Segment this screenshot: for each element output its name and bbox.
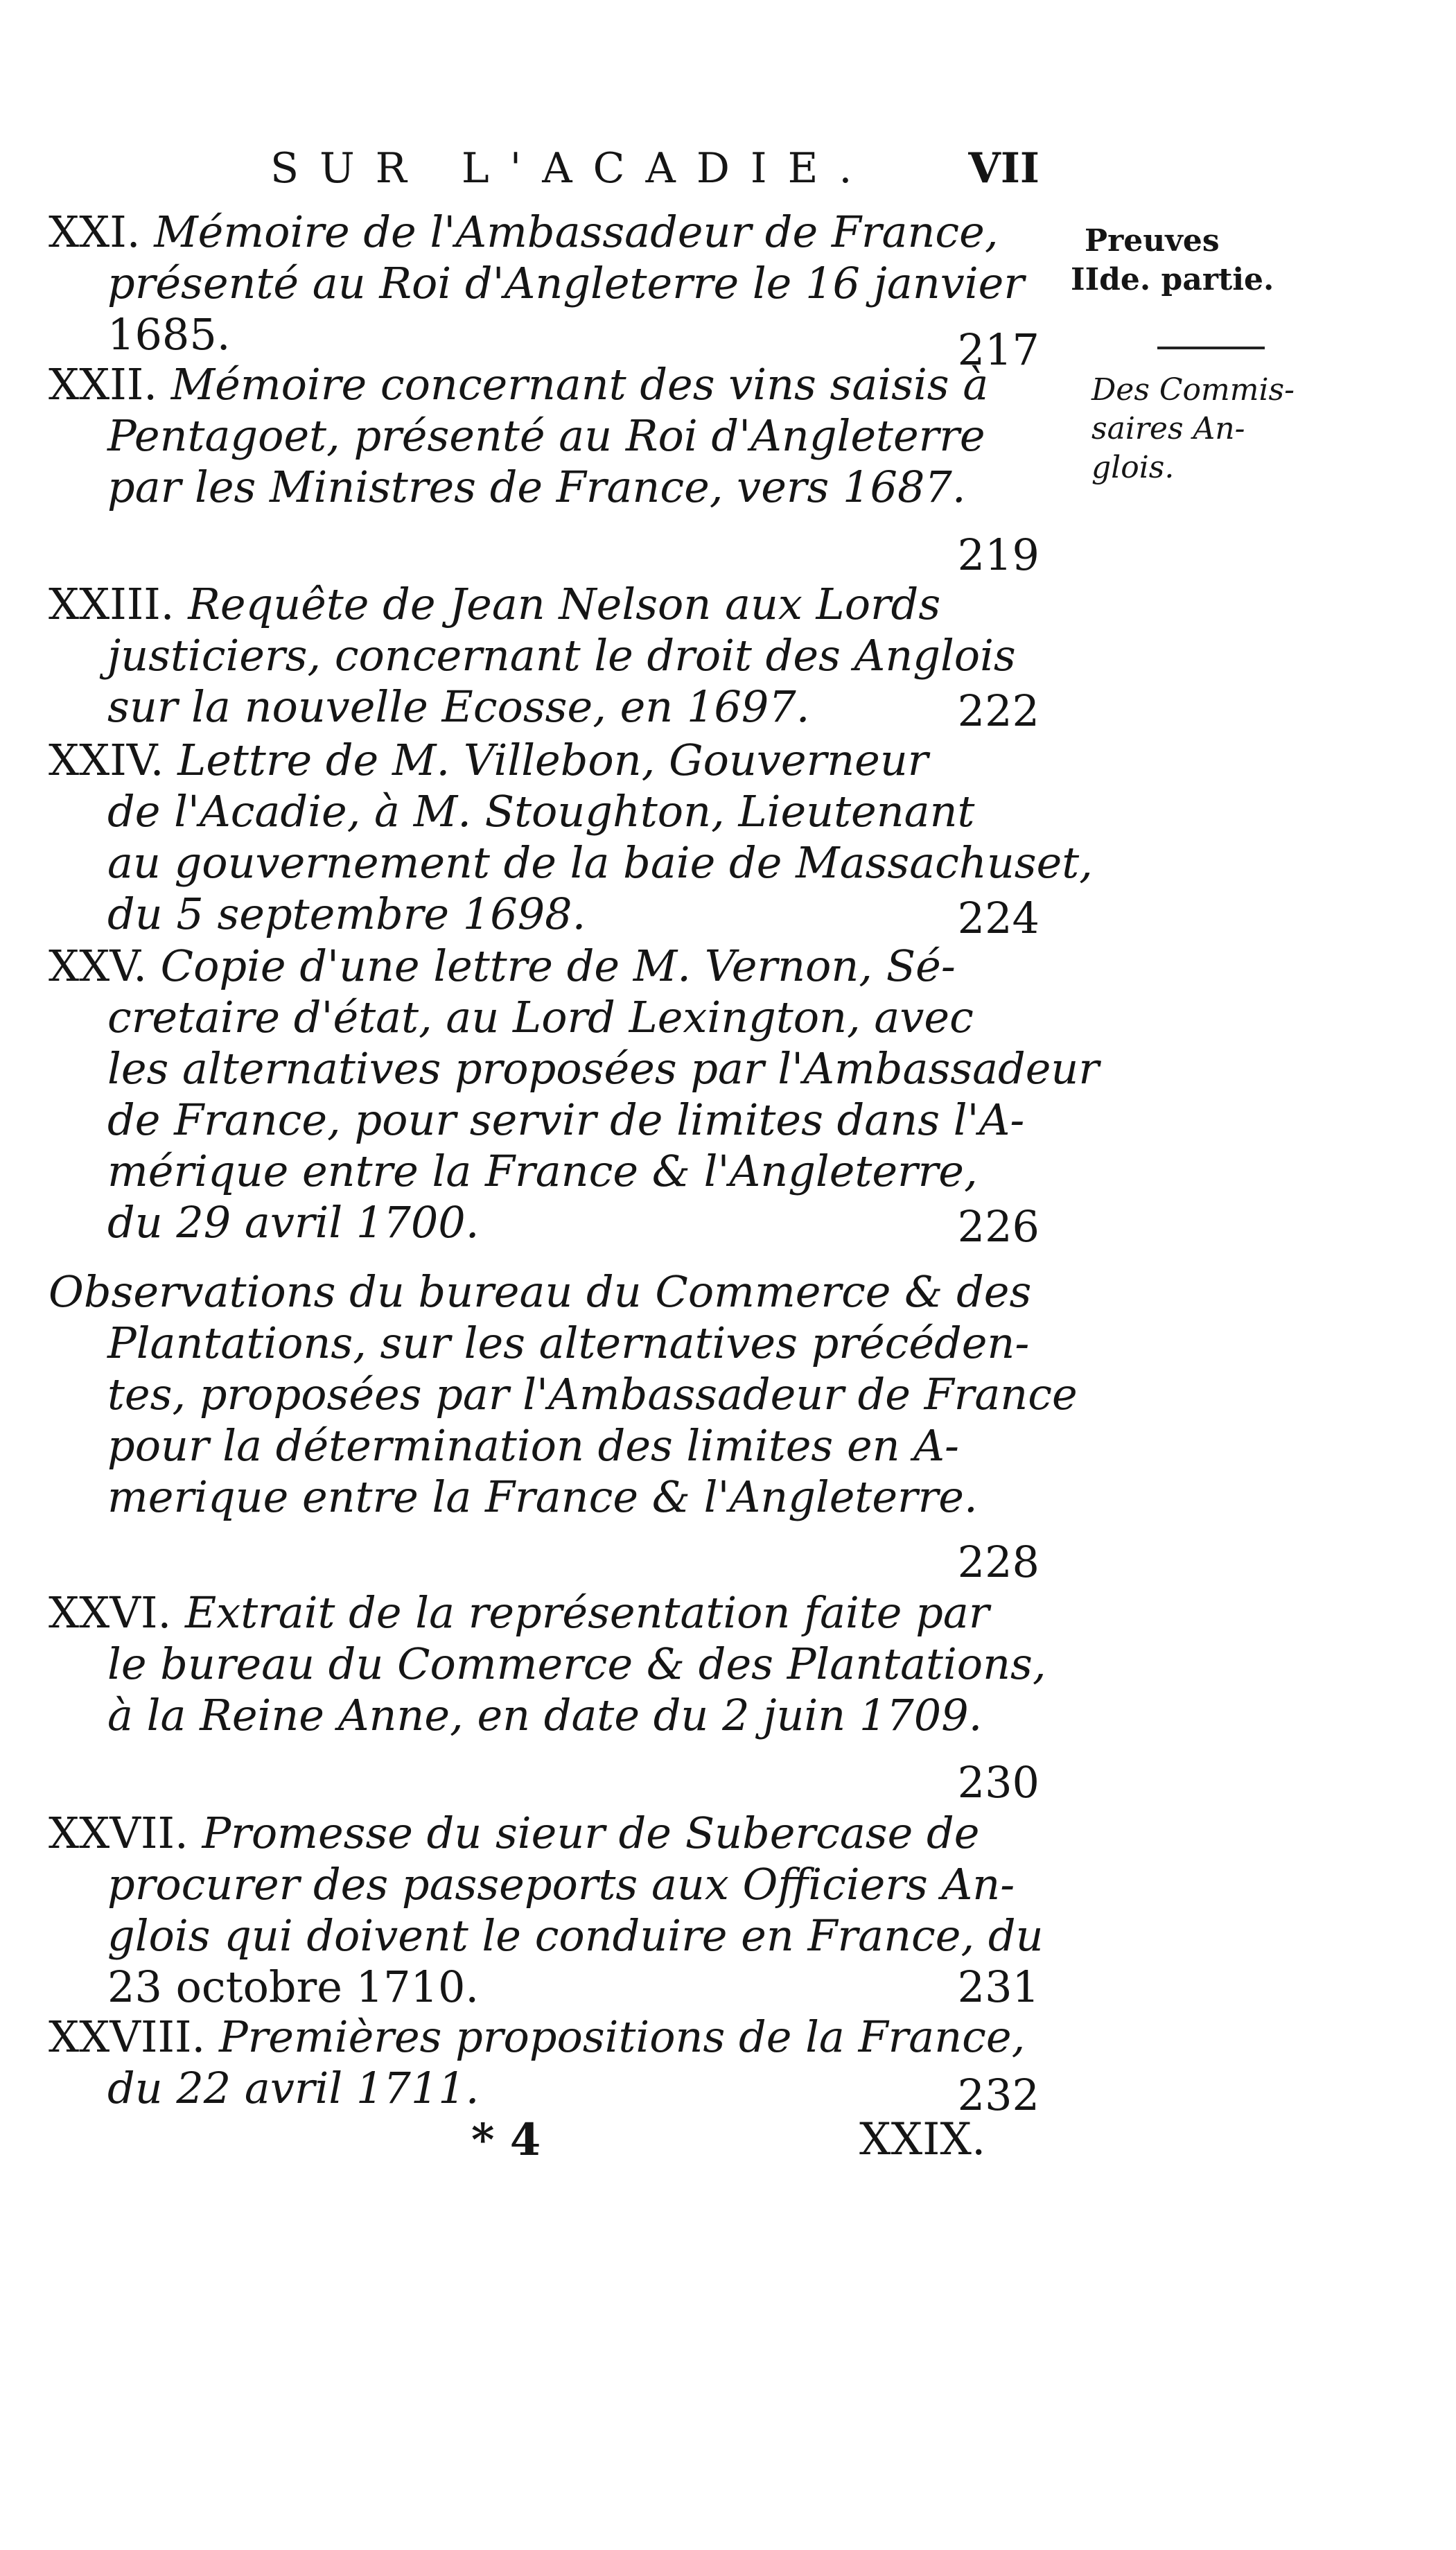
entry-title-line: le bureau du Commerce & des Plantations, bbox=[107, 1639, 1046, 1689]
entry-title-line: Observations du bureau du Commerce & des bbox=[49, 1266, 1032, 1317]
entry-title-line: Lettre de M. Villebon, Gouverneur bbox=[177, 735, 929, 785]
entry-title-line: Promesse du sieur de Subercase de bbox=[202, 1808, 980, 1858]
entry-title-line: pour la détermination des limites en A- bbox=[107, 1420, 960, 1471]
entry-title-line: de l'Acadie, à M. Stoughton, Lieutenant bbox=[107, 786, 975, 837]
margin-note-line: IIde. partie. bbox=[1071, 262, 1274, 297]
entry-title-line: Copie d'une lettre de M. Vernon, Sé- bbox=[160, 941, 956, 991]
entry-title-line: du 5 septembre 1698. bbox=[107, 889, 586, 939]
toc-entry bbox=[49, 2011, 1040, 2122]
entry-title-line: de France, pour servir de limites dans l'A- bbox=[107, 1094, 1025, 1145]
entry-number: XXII. bbox=[49, 359, 157, 410]
entry-title-line: au gouvernement de la baie de Massachuset, bbox=[107, 837, 1093, 888]
entry-title-line: procurer des passeports aux Officiers An- bbox=[107, 1859, 1015, 1910]
toc-entry bbox=[49, 1587, 1046, 1809]
entry-page-number: 222 bbox=[957, 685, 1040, 736]
entry-title-line: 1685. bbox=[107, 309, 231, 360]
entry-page-number: 231 bbox=[957, 1962, 1040, 2012]
catchword: XXIX. bbox=[859, 2114, 986, 2165]
entry-title-line: justiciers, concernant le droit des Anglois bbox=[107, 630, 1016, 681]
toc-entry bbox=[49, 207, 1040, 375]
entry-number: XXVI. bbox=[49, 1587, 172, 1638]
entry-title-line: merique entre la France & l'Angleterre. bbox=[107, 1472, 978, 1522]
entry-title-line: glois qui doivent le conduire en France, du bbox=[107, 1910, 1044, 1961]
running-title: SUR L'ACADIE. bbox=[270, 144, 873, 193]
margin-note-line: Preuves bbox=[1085, 223, 1220, 259]
entry-number: XXIII. bbox=[49, 579, 175, 629]
margin-note-commissaires bbox=[1091, 371, 1295, 487]
entry-title-line: 23 octobre 1710. bbox=[107, 1962, 480, 2012]
entry-title-line: Extrait de la représentation faite par bbox=[184, 1587, 990, 1638]
entry-title-line: sur la nouvelle Ecosse, en 1697. bbox=[107, 681, 810, 732]
entry-title-line: du 29 avril 1700. bbox=[107, 1197, 480, 1248]
entry-page-number: 219 bbox=[957, 530, 1040, 580]
entry-title-line: Requête de Jean Nelson aux Lords bbox=[188, 579, 941, 629]
entry-number: XXVIII. bbox=[49, 2011, 206, 2062]
entry-title-line: présenté au Roi d'Angleterre le 16 janvier bbox=[107, 258, 1024, 308]
entry-title-line: tes, proposées par l'Ambassadeur de France bbox=[107, 1369, 1078, 1420]
entry-page-number: 232 bbox=[957, 2070, 1040, 2120]
toc-entry bbox=[49, 1266, 1078, 1587]
toc-entry bbox=[49, 1808, 1044, 2023]
entry-page-number: 224 bbox=[957, 893, 1040, 943]
margin-note-line: glois. bbox=[1091, 450, 1175, 485]
toc-entry bbox=[49, 579, 1040, 745]
entry-title-line: à la Reine Anne, en date du 2 juin 1709. bbox=[107, 1690, 983, 1740]
entry-title-line: du 22 avril 1711. bbox=[107, 2063, 480, 2113]
toc-entry bbox=[49, 359, 1040, 581]
signature-mark: * 4 bbox=[471, 2114, 541, 2166]
entry-title-line: Plantations, sur les alternatives précéden- bbox=[107, 1318, 1030, 1368]
entry-number: XXV. bbox=[49, 941, 147, 991]
toc-entry bbox=[49, 941, 1099, 1259]
entry-title-line: Pentagoet, présenté au Roi d'Angleterre bbox=[107, 410, 985, 461]
margin-note-preuves bbox=[1071, 222, 1274, 299]
entry-page-number: 226 bbox=[957, 1201, 1040, 1252]
margin-note-line: saires An- bbox=[1091, 411, 1245, 446]
entry-title-line: par les Ministres de France, vers 1687. bbox=[107, 462, 966, 512]
entry-page-number: 230 bbox=[957, 1757, 1040, 1808]
entry-page-number: 228 bbox=[957, 1537, 1040, 1587]
toc-entry bbox=[49, 735, 1093, 950]
entry-title-line: les alternatives proposées par l'Ambassadeur bbox=[107, 1043, 1099, 1094]
entry-title-line: Mémoire de l'Ambassadeur de France, bbox=[154, 207, 999, 257]
entry-title-line: mérique entre la France & l'Angleterre, bbox=[107, 1146, 978, 1196]
margin-rule bbox=[1157, 347, 1265, 349]
entry-title-line: cretaire d'état, au Lord Lexington, avec bbox=[107, 992, 974, 1042]
entry-title-line: Premières propositions de la France, bbox=[218, 2011, 1026, 2062]
entry-number: XXI. bbox=[49, 207, 141, 257]
entry-number: XXVII. bbox=[49, 1808, 188, 1858]
running-header bbox=[270, 144, 1040, 200]
page-folio: VII bbox=[968, 144, 1040, 193]
margin-note-line: Des Commis- bbox=[1091, 372, 1295, 408]
entry-number: XXIV. bbox=[49, 735, 164, 785]
entry-page-number: 217 bbox=[957, 324, 1040, 375]
entry-title-line: Mémoire concernant des vins saisis à bbox=[170, 359, 989, 410]
